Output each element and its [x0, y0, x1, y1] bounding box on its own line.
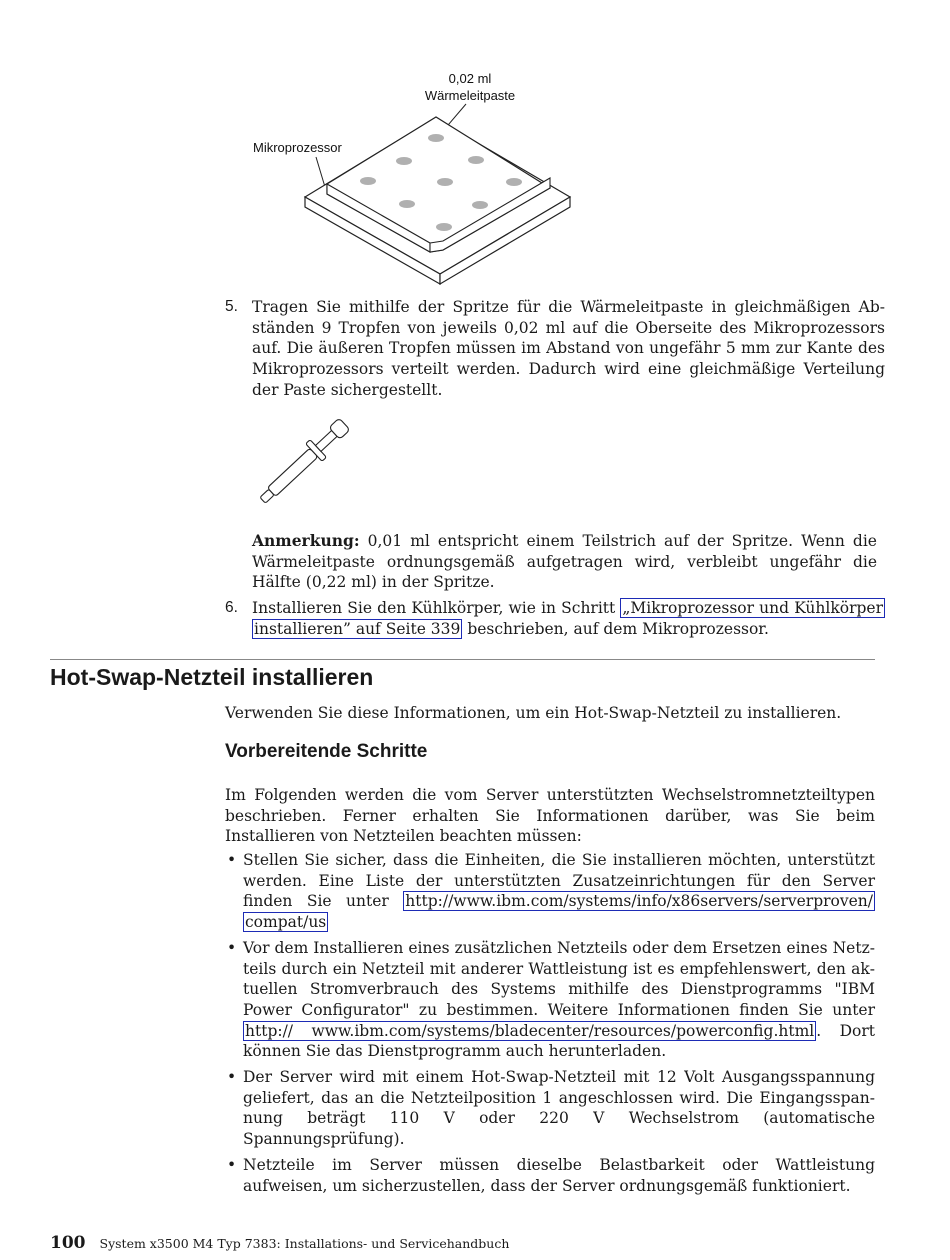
note-label: Anmerkung:: [252, 531, 360, 550]
subsection-title: Vorbereitende Schritte: [225, 741, 428, 762]
step-6: [225, 598, 885, 639]
note: [252, 531, 877, 593]
list-item-link[interactable]: http://www.ibm.com/systems/info/x86servers/serverproven/ compat/us: [245, 892, 873, 932]
paste-drop: [396, 157, 412, 165]
paste-drop: [399, 200, 415, 208]
page-footer: [50, 1233, 509, 1254]
step-number: 5.: [225, 298, 238, 315]
bullet-icon: •: [227, 938, 237, 957]
list-item-text: Netzteile im Server müssen dieselbe Belastbarkeit oder Wattleistung aufweisen, um sicherzustellen, dass der Server ordnungsgemäß funktioniert.: [243, 1155, 875, 1195]
list-item: [225, 1155, 875, 1196]
step-text: [252, 598, 885, 639]
list-item-text: Vor dem Installieren eines zusätzlichen Netzteils oder dem Ersetzen eines Netzteils durch ein Netzteil mit anderer Wattleistung ist es empfehlenswert, den aktuellen Stromverbrauch des Systems mithilfe des Dienstprogramms "IBM Power Configurator" zu bestimmen. Weitere Informationen finden Sie unter: [243, 938, 875, 1019]
bullet-icon: •: [227, 1155, 237, 1174]
paste-drop: [472, 201, 488, 209]
list-item: [225, 938, 875, 1062]
paste-drop: [468, 156, 484, 164]
step-number: 6.: [225, 599, 238, 616]
list-item-link[interactable]: http:// www.ibm.com/systems/bladecenter/resources/powerconfig.html: [245, 1021, 815, 1040]
syringe-figure: [248, 410, 368, 505]
list-item-text: Der Server wird mit einem Hot-Swap-Netzteil mit 12 Volt Ausgangsspannung geliefert, das an die Netzteilposition 1 angeschlossen wird. Die Eingangsspannung beträgt 110 V oder 220 V Wechselstrom (automatische Spannungsprüfung).: [243, 1068, 875, 1149]
list-item-text: Stellen Sie sicher, dass die Einheiten, die Sie installieren möchten, unterstützt werden. Eine Liste der unterstützten Zusatzeinrichtungen für den Server finden Sie unter: [243, 851, 875, 911]
step-text: Tragen Sie mithilfe der Spritze für die Wärmeleitpaste in gleichmäßigen Abständen 9 Tropfen von jeweils 0,02 ml auf die Oberseite des Mikroprozessors auf. Die äußeren Tropfen müssen im Abstand von ungefähr 5 mm zur Kante des Mikroprozessors verteilt werden. Dadurch wird eine gleichmäßige Verteilung der Paste sichergestellt.: [252, 298, 885, 399]
list-item: [225, 1067, 875, 1150]
paste-drop: [428, 134, 444, 142]
step-link[interactable]: „Mikroprozessor und Kühlkörper installieren” auf Seite 339: [254, 599, 883, 638]
paste-name-label: Wärmeleitpaste: [424, 88, 516, 103]
section-divider: [50, 659, 875, 660]
step-text-after: beschrieben, auf dem Mikroprozessor.: [467, 619, 769, 638]
paste-amount-label: 0,02 ml: [448, 71, 492, 86]
page-number: 100: [50, 1233, 86, 1253]
note-text: 0,01 ml entspricht einem Teilstrich auf der Spritze. Wenn die Wärmeleitpaste ordnungsgemäß aufgetragen wird, verbleibt ungefähr die Hälfte (0,22 ml) in der Spritze.: [252, 532, 877, 592]
book-title: System x3500 M4 Typ 7383: Installations- und Servicehandbuch: [99, 1236, 510, 1251]
paste-drop: [506, 178, 522, 186]
list-item: [225, 850, 875, 933]
bullet-icon: •: [227, 851, 237, 869]
section-title: Hot-Swap-Netzteil installieren: [50, 664, 374, 690]
paste-drop: [360, 177, 376, 185]
section-intro: Verwenden Sie diese Informationen, um ein Hot-Swap-Netzteil zu installieren.: [225, 704, 842, 722]
processor-paste-figure: [250, 60, 590, 290]
step-text-before: Installieren Sie den Kühlkörper, wie in Schritt: [252, 599, 616, 617]
bullet-icon: •: [227, 1068, 237, 1087]
syringe-barrel: [267, 448, 318, 496]
step-5: [225, 297, 885, 401]
processor-label: Mikroprozessor: [253, 140, 342, 155]
paste-drop: [437, 178, 453, 186]
list-item-text-after: . Dort können Sie das Dienstprogramm auch herunterladen.: [243, 1021, 875, 1061]
subsection-paragraph: Im Folgenden werden die vom Server unterstützten Wechselstromnetzteiltypen beschrieben. Ferner erhalten Sie Informationen darüber, was Sie beim Installieren von Netzteilen beachten müssen:: [225, 786, 875, 846]
requirements-list: [225, 850, 875, 1201]
paste-drop: [436, 223, 452, 231]
